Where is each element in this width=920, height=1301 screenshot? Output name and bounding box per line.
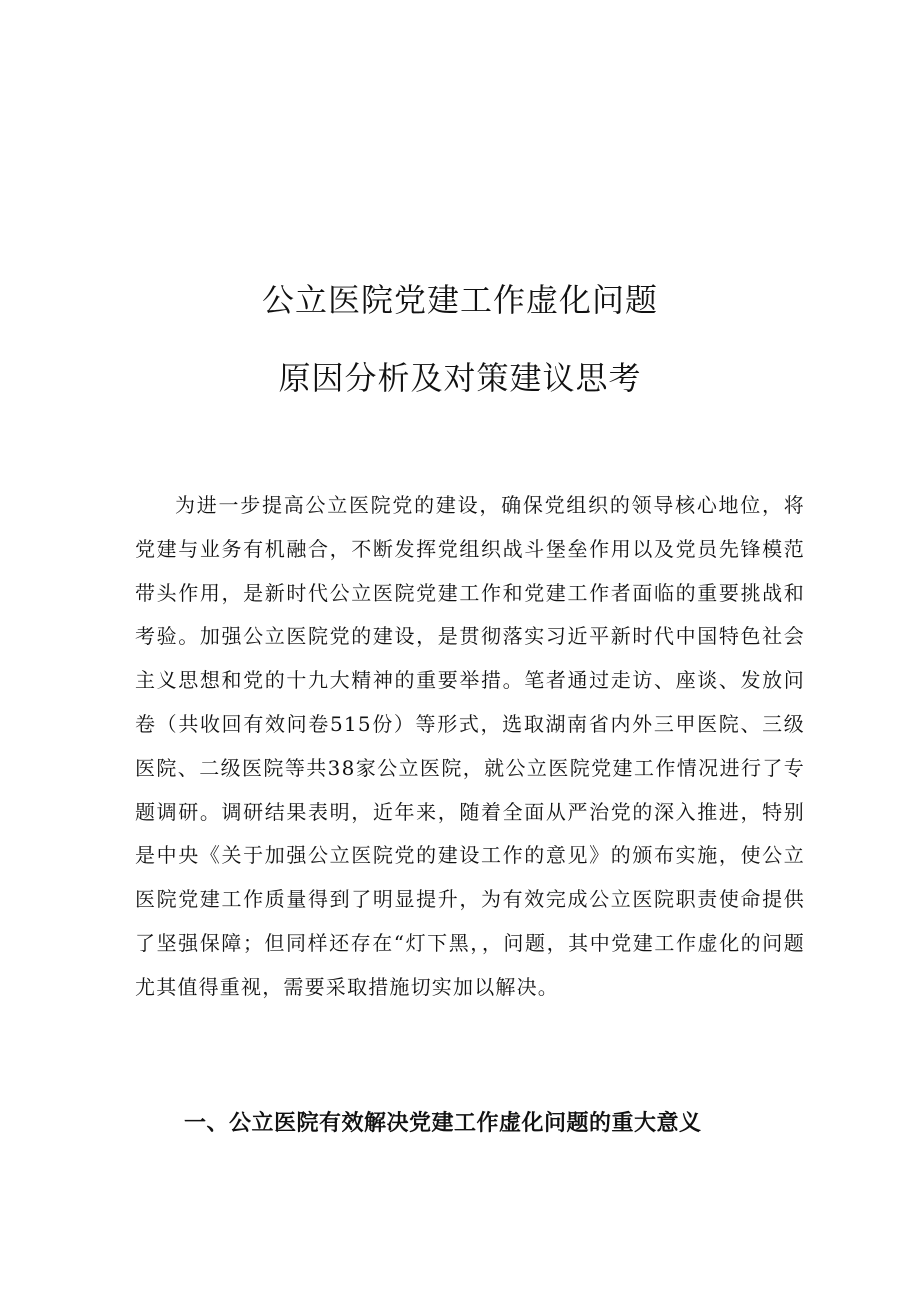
document-title-line-2: 原因分析及对策建议思考 — [278, 359, 642, 397]
document-title-line-1: 公立医院党建工作虚化问题 — [261, 281, 658, 319]
intro-paragraph: 为进一步提高公立医院党的建设，确保党组织的领导核心地位，将党建与业务有机融合，不断发挥党组织战斗堡垒作用以及党员先锋模范带头作用，是新时代公立医院党建工作和党建工作者面临的重要挑战和考验。加强公立医院党的建设，是贯彻落实习近平新时代中国特色社会主义思想和党的十九大精神的重要举措。笔者通过走访、座谈、发放问卷（共收回有效问卷515份）等形式，选取湖南省内外三甲医院、三级医院、二级医院等共38家公立医院，就公立医院党建工作情况进行了专题调研。调研结果表明，近年来，随着全面从严治党的深入推进，特别是中央《关于加强公立医院党的建设工作的意见》的颁布实施，使公立医院党建工作质量得到了明显提升，为有效完成公立医院职责使命提供了坚强保障；但同样还存在“灯下黑，，问题，其中党建工作虚化的问题尤其值得重视，需要采取措施切实加以解决。 — [135, 493, 805, 999]
section-heading-1: 一、公立医院有效解决党建工作虚化问题的重大意义 — [184, 1111, 702, 1136]
